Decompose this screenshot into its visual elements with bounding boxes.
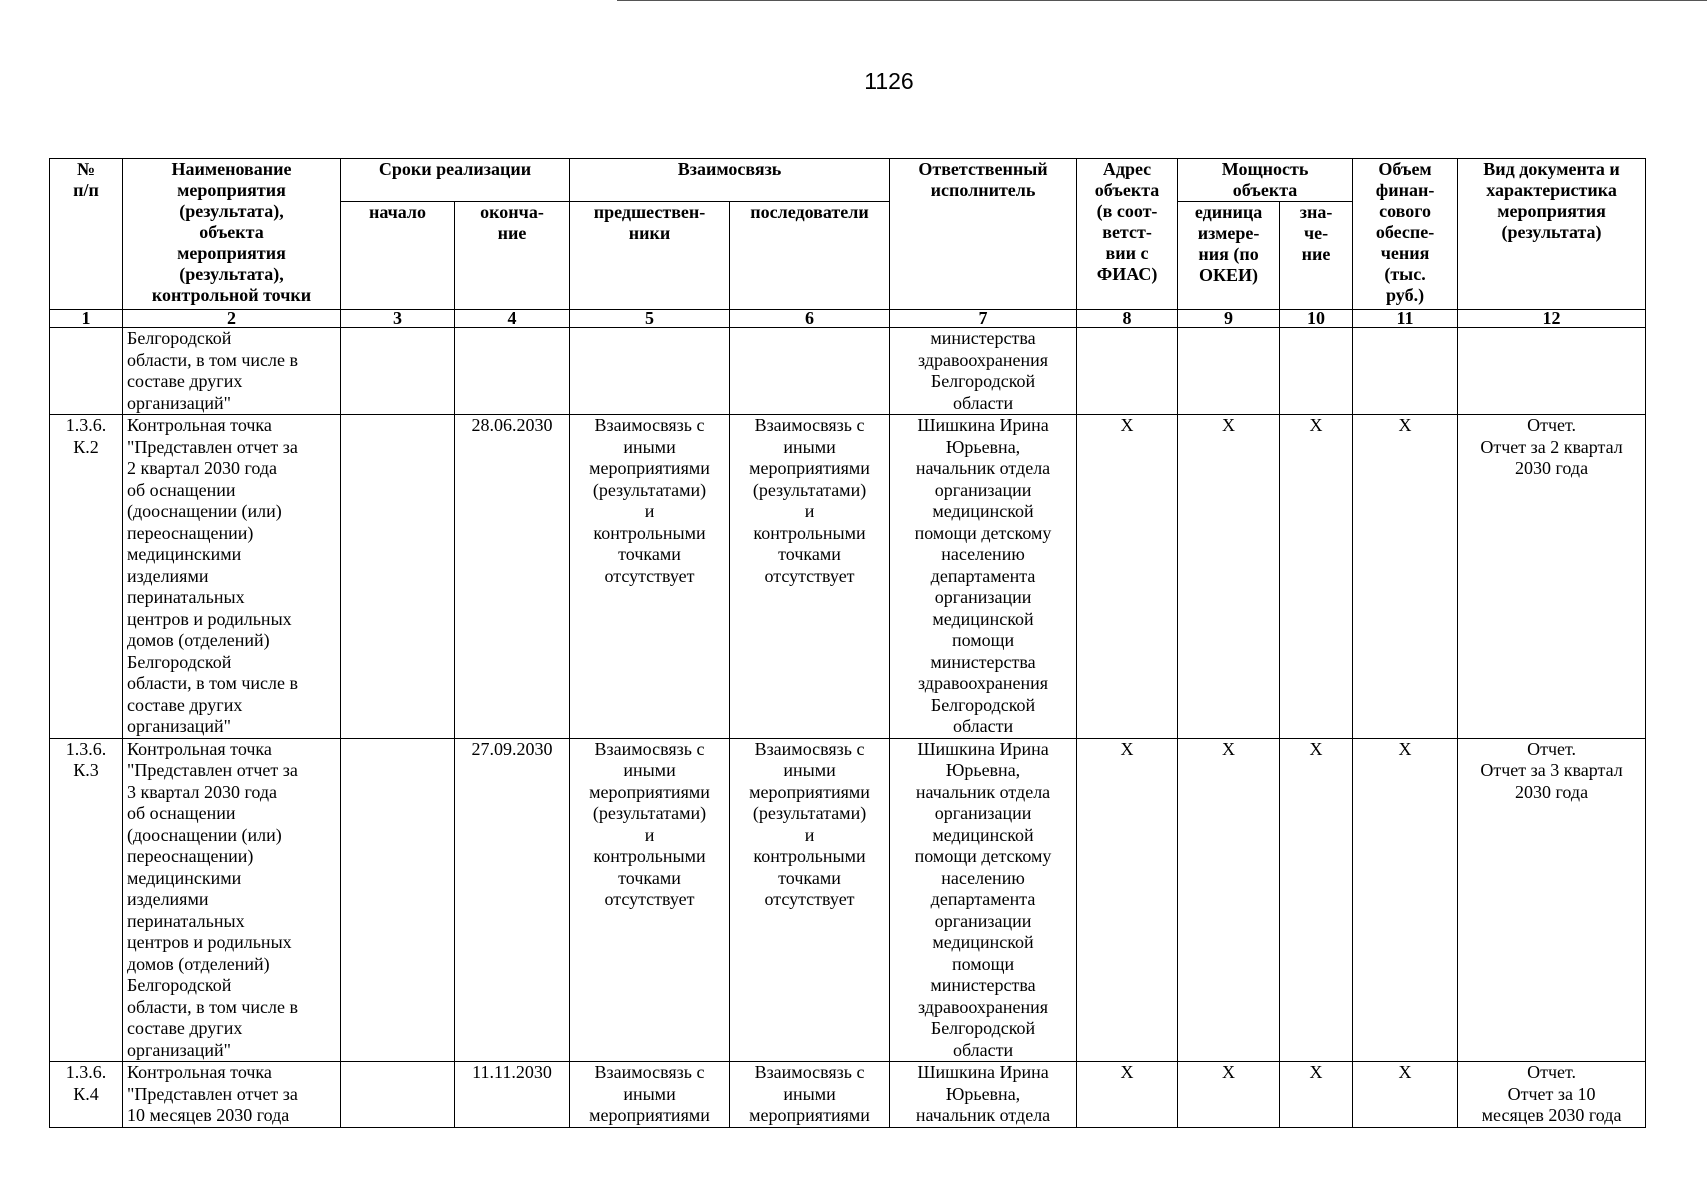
top-border-line <box>617 0 1707 1</box>
cell-address: Х <box>1077 415 1178 739</box>
cell-successors <box>730 328 890 415</box>
column-number: 7 <box>890 310 1077 328</box>
cell-document: Отчет. Отчет за 2 квартал 2030 года <box>1458 415 1646 739</box>
cell-start <box>341 328 455 415</box>
cell-finance: Х <box>1353 1062 1458 1128</box>
table-row <box>50 738 1646 1062</box>
cell-document: Отчет. Отчет за 3 квартал 2030 года <box>1458 738 1646 1062</box>
cell-name: Контрольная точка "Представлен отчет за 2 квартал 2030 года об оснащении (дооснащении (или) переоснащении) медицинскими изделиями перинатальных центров и родильных домов (отделений) Белгородской области, в том числе в составе других организаций" <box>123 415 341 739</box>
column-number: 6 <box>730 310 890 328</box>
cell-finance <box>1353 328 1458 415</box>
cell-name: Белгородской области, в том числе в составе других организаций" <box>123 328 341 415</box>
cell-end: 27.09.2030 <box>455 738 570 1062</box>
cell-unit: Х <box>1178 415 1280 739</box>
cell-document <box>1458 328 1646 415</box>
cell-unit: Х <box>1178 1062 1280 1128</box>
header-document: Вид документа и характеристика мероприятия (результата) <box>1458 159 1646 310</box>
cell-end <box>455 328 570 415</box>
cell-document: Отчет. Отчет за 10 месяцев 2030 года <box>1458 1062 1646 1128</box>
cell-predecessors <box>570 328 730 415</box>
cell-address <box>1077 328 1178 415</box>
cell-value: Х <box>1280 415 1353 739</box>
cell-predecessors: Взаимосвязь с иными мероприятиями (результатами) и контрольными точками отсутствует <box>570 415 730 739</box>
header-predecessors: предшествен- ники <box>570 202 730 310</box>
header-end: оконча- ние <box>455 202 570 310</box>
column-number: 1 <box>50 310 123 328</box>
cell-finance: Х <box>1353 415 1458 739</box>
cell-predecessors: Взаимосвязь с иными мероприятиями (результатами) и контрольными точками отсутствует <box>570 738 730 1062</box>
cell-unit <box>1178 328 1280 415</box>
cell-finance: Х <box>1353 738 1458 1062</box>
header-finance: Объем финан- сового обеспе- чения (тыс. руб.) <box>1353 159 1458 310</box>
cell-responsible: министерства здравоохранения Белгородской области <box>890 328 1077 415</box>
column-number: 5 <box>570 310 730 328</box>
cell-number: 1.3.6. К.3 <box>50 738 123 1062</box>
table-body <box>50 328 1646 1128</box>
cell-unit: Х <box>1178 738 1280 1062</box>
cell-successors: Взаимосвязь с иными мероприятиями (результатами) и контрольными точками отсутствует <box>730 415 890 739</box>
header-address: Адрес объекта (в соот- ветст- вии с ФИАС) <box>1077 159 1178 310</box>
column-number: 4 <box>455 310 570 328</box>
column-number: 8 <box>1077 310 1178 328</box>
plan-table <box>49 158 1646 1128</box>
cell-predecessors: Взаимосвязь с иными мероприятиями <box>570 1062 730 1128</box>
cell-responsible: Шишкина Ирина Юрьевна, начальник отдела <box>890 1062 1077 1128</box>
header-name: Наименование мероприятия (результата), объекта мероприятия (результата), контрольной точки <box>123 159 341 310</box>
cell-value: Х <box>1280 1062 1353 1128</box>
header-vzaimo-group: Взаимосвязь <box>570 159 890 202</box>
cell-number <box>50 328 123 415</box>
cell-start <box>341 415 455 739</box>
table-row <box>50 415 1646 739</box>
column-number: 2 <box>123 310 341 328</box>
header-unit: единица измере- ния (по ОКЕИ) <box>1178 202 1280 310</box>
page-number: 1126 <box>864 68 914 94</box>
cell-responsible: Шишкина Ирина Юрьевна, начальник отдела организации медицинской помощи детскому населению департамента организации медицинской помощи министерства здравоохранения Белгородской области <box>890 738 1077 1062</box>
column-number: 11 <box>1353 310 1458 328</box>
cell-end: 28.06.2030 <box>455 415 570 739</box>
cell-name: Контрольная точка "Представлен отчет за 3 квартал 2030 года об оснащении (дооснащении (или) переоснащении) медицинскими изделиями перинатальных центров и родильных домов (отделений) Белгородской области, в том числе в составе других организаций" <box>123 738 341 1062</box>
cell-number: 1.3.6. К.4 <box>50 1062 123 1128</box>
table-row <box>50 1062 1646 1128</box>
cell-address: Х <box>1077 1062 1178 1128</box>
header-start: начало <box>341 202 455 310</box>
header-responsible: Ответственный исполнитель <box>890 159 1077 310</box>
header-capacity-group: Мощность объекта <box>1178 159 1353 202</box>
column-number: 3 <box>341 310 455 328</box>
column-number: 12 <box>1458 310 1646 328</box>
column-number: 9 <box>1178 310 1280 328</box>
cell-start <box>341 738 455 1062</box>
column-number: 10 <box>1280 310 1353 328</box>
cell-end: 11.11.2030 <box>455 1062 570 1128</box>
cell-successors: Взаимосвязь с иными мероприятиями <box>730 1062 890 1128</box>
cell-number: 1.3.6. К.2 <box>50 415 123 739</box>
cell-value <box>1280 328 1353 415</box>
table-row <box>50 328 1646 415</box>
header-number: № п/п <box>50 159 123 310</box>
cell-start <box>341 1062 455 1128</box>
table-header <box>50 159 1646 328</box>
cell-value: Х <box>1280 738 1353 1062</box>
cell-address: Х <box>1077 738 1178 1062</box>
column-number-row <box>50 310 1646 328</box>
header-value: зна- че- ние <box>1280 202 1353 310</box>
header-sroki-group: Сроки реализации <box>341 159 570 202</box>
cell-successors: Взаимосвязь с иными мероприятиями (результатами) и контрольными точками отсутствует <box>730 738 890 1062</box>
header-successors: последователи <box>730 202 890 310</box>
cell-name: Контрольная точка "Представлен отчет за 10 месяцев 2030 года <box>123 1062 341 1128</box>
cell-responsible: Шишкина Ирина Юрьевна, начальник отдела организации медицинской помощи детскому населению департамента организации медицинской помощи министерства здравоохранения Белгородской области <box>890 415 1077 739</box>
